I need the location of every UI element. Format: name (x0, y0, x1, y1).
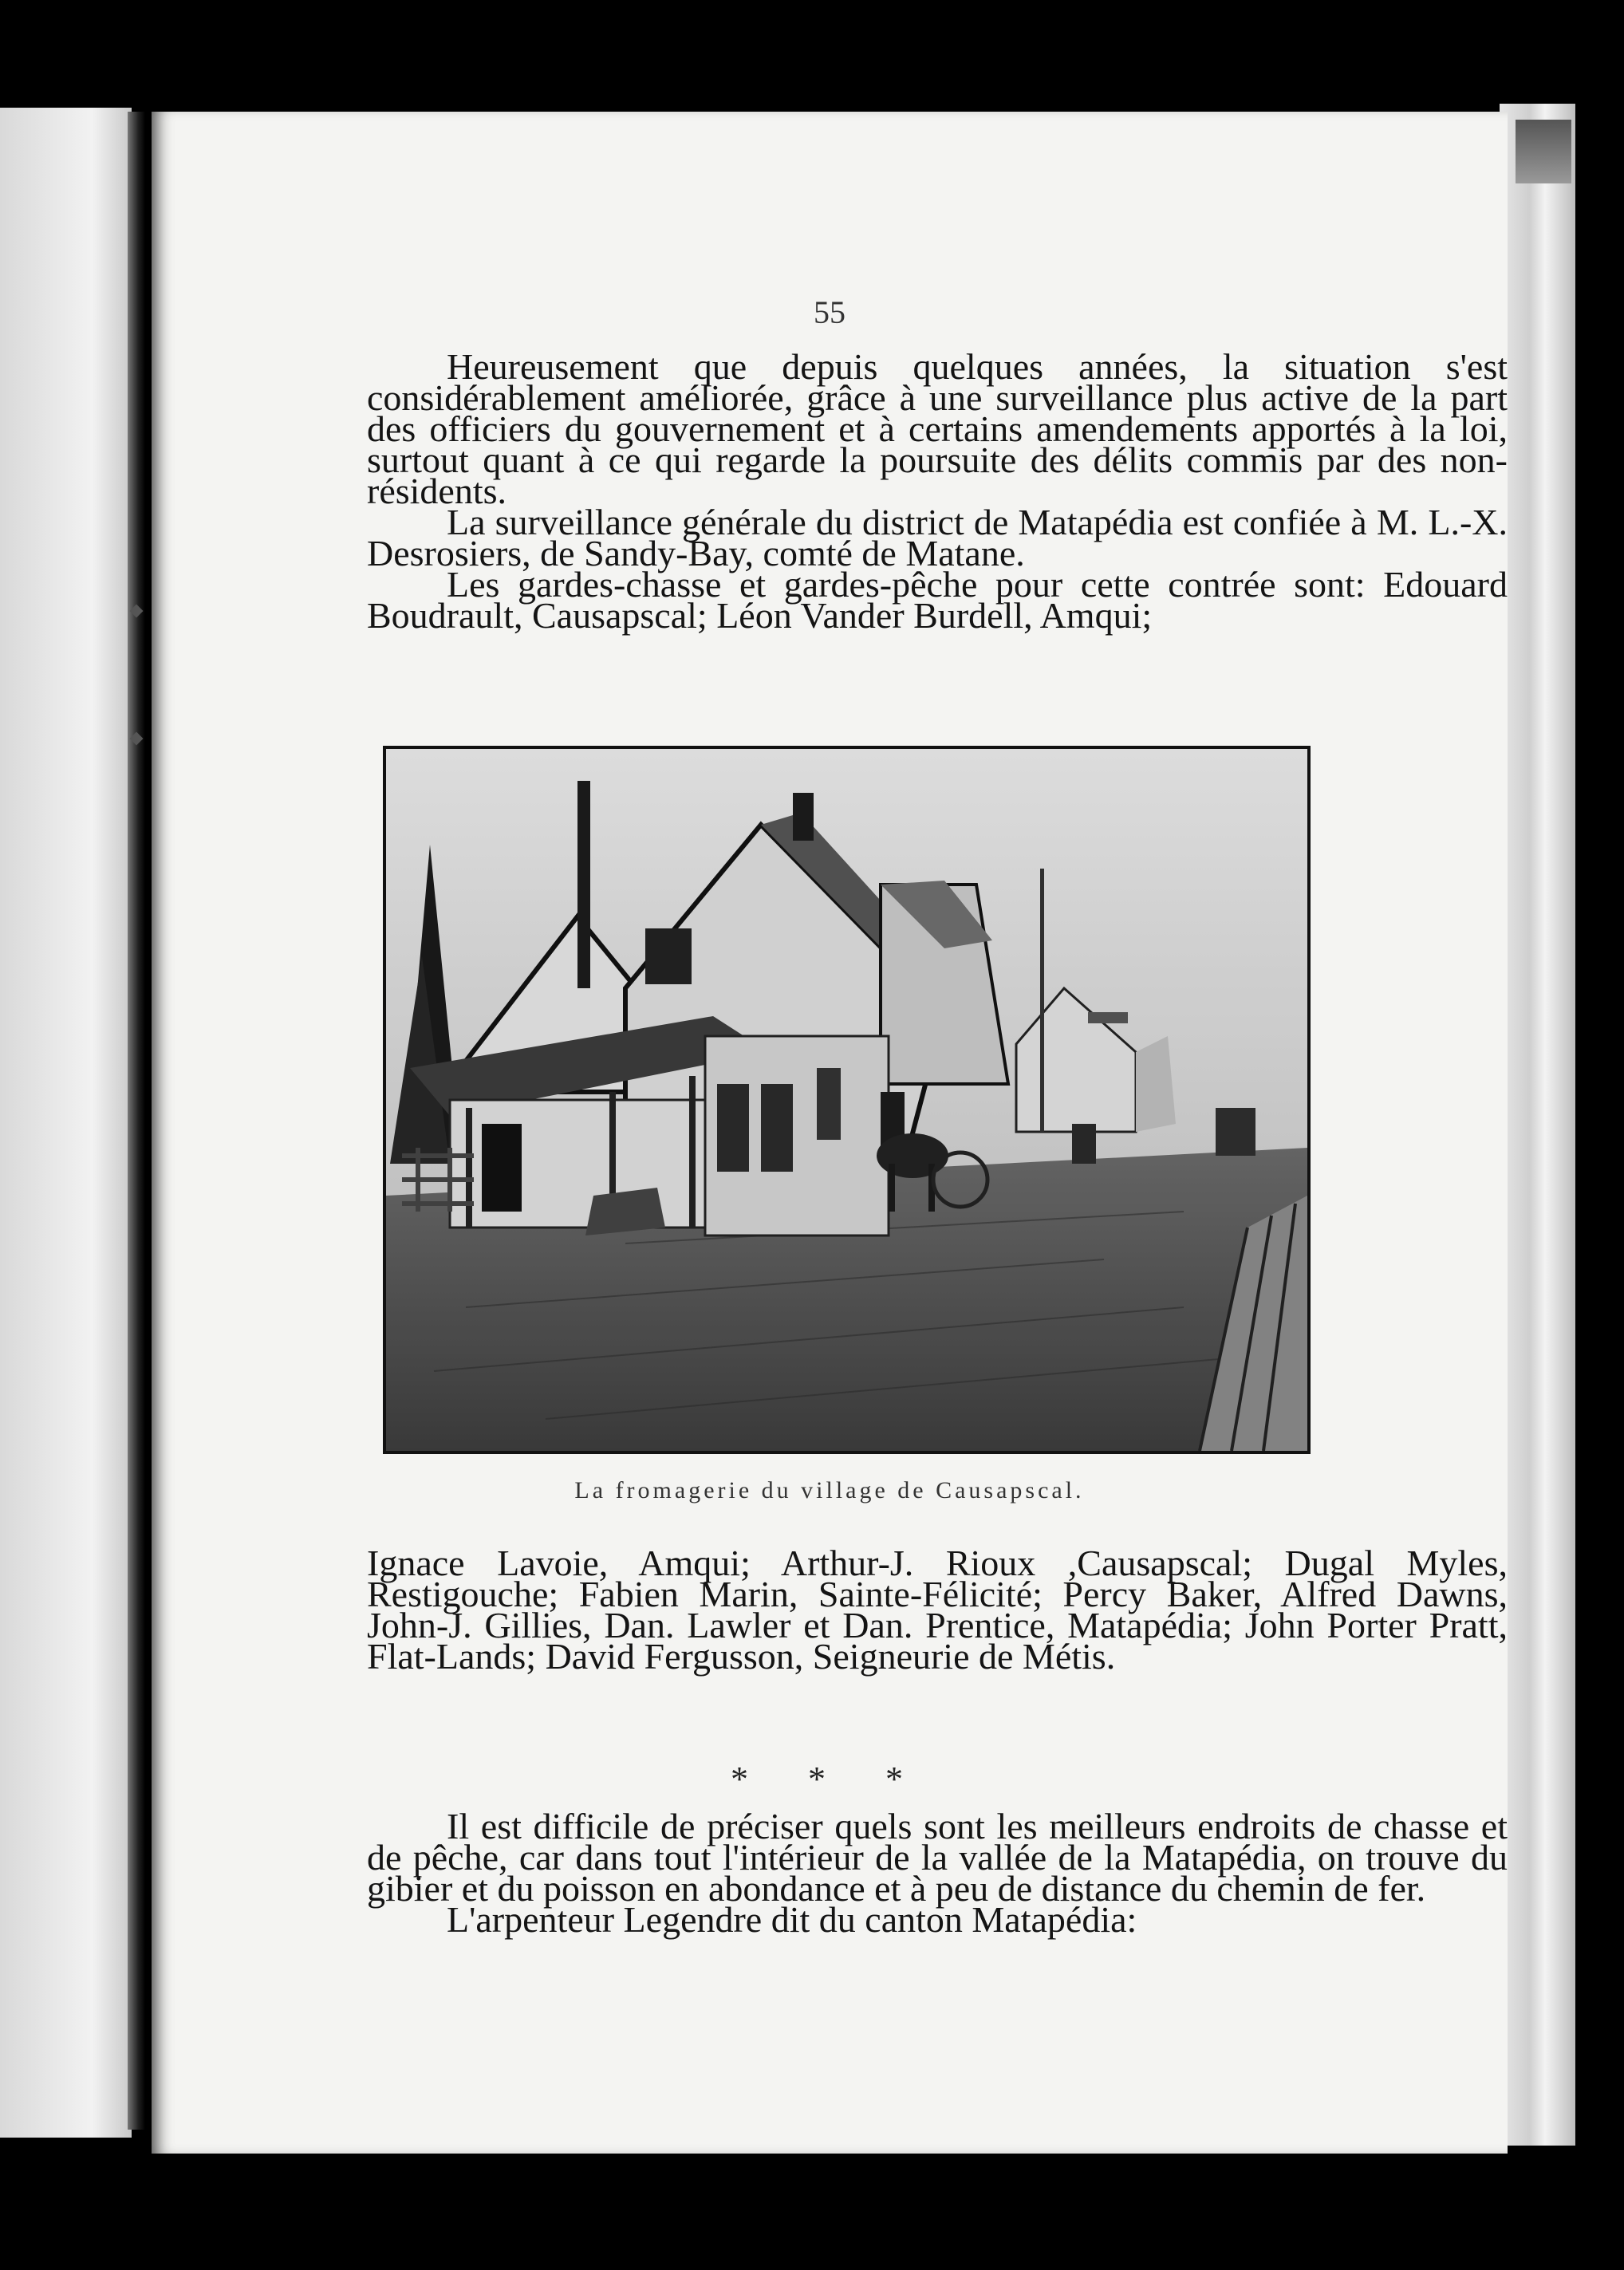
photo-caption: La fromagerie du village de Causapscal. (574, 1477, 1085, 1503)
book-page (152, 112, 1508, 2154)
paragraph: L'arpenteur Legendre dit du canton Matapédia: (447, 1899, 1137, 1940)
paragraph: La surveillance générale du district de Matapédia est confiée à M. L.-X. Desrosiers, de Sandy-Bay, comté de Matane. (367, 502, 1508, 573)
text-block-middle (367, 1543, 1508, 1677)
page-number: 55 (814, 294, 846, 330)
paragraph: Il est difficile de préciser quels sont les meilleurs endroits de chasse et de pêche, car dans tout l'intérieur de la vallée de la Matapédia, on trouve du gibier et du poisson en abondance et à peu de distance du chemin de fer. (367, 1806, 1508, 1909)
text-block-bottom (367, 1806, 1508, 1940)
paragraph: Les gardes-chasse et gardes-pêche pour cette contrée sont: Edouard Boudrault, Causapscal; Léon Vander Burdell, Amqui; (367, 564, 1508, 636)
paragraph: Ignace Lavoie, Amqui; Arthur-J. Rioux ,Causapscal; Dugal Myles, Restigouche; Fabien Marin, Sainte-Félicité; Percy Baker, Alfred Dawns, John-J. Gillies, Dan. Lawler et Dan. Prentice, Matapédia; John Porter Pratt, Flat-Lands; David Fergusson, Seigneurie de Métis. (367, 1543, 1508, 1677)
book-gutter (128, 112, 145, 2130)
section-separator: * * * (731, 1760, 928, 1799)
photograph (383, 746, 1311, 1454)
page-stack-edge (1500, 104, 1575, 2146)
previous-page-edge (0, 108, 132, 2138)
paragraph: Heureusement que depuis quelques années, la situation s'est considérablement améliorée, grâce à une surveillance plus active de la part des officiers du gouvernement et à certains amendements apportés à la loi, surtout quant à ce qui regarde la poursuite des délits commis par des non-résidents. (367, 346, 1508, 511)
village-photo-illustration (386, 749, 1307, 1451)
text-block-top (367, 346, 1508, 636)
page-stack-shadow (1516, 120, 1571, 183)
